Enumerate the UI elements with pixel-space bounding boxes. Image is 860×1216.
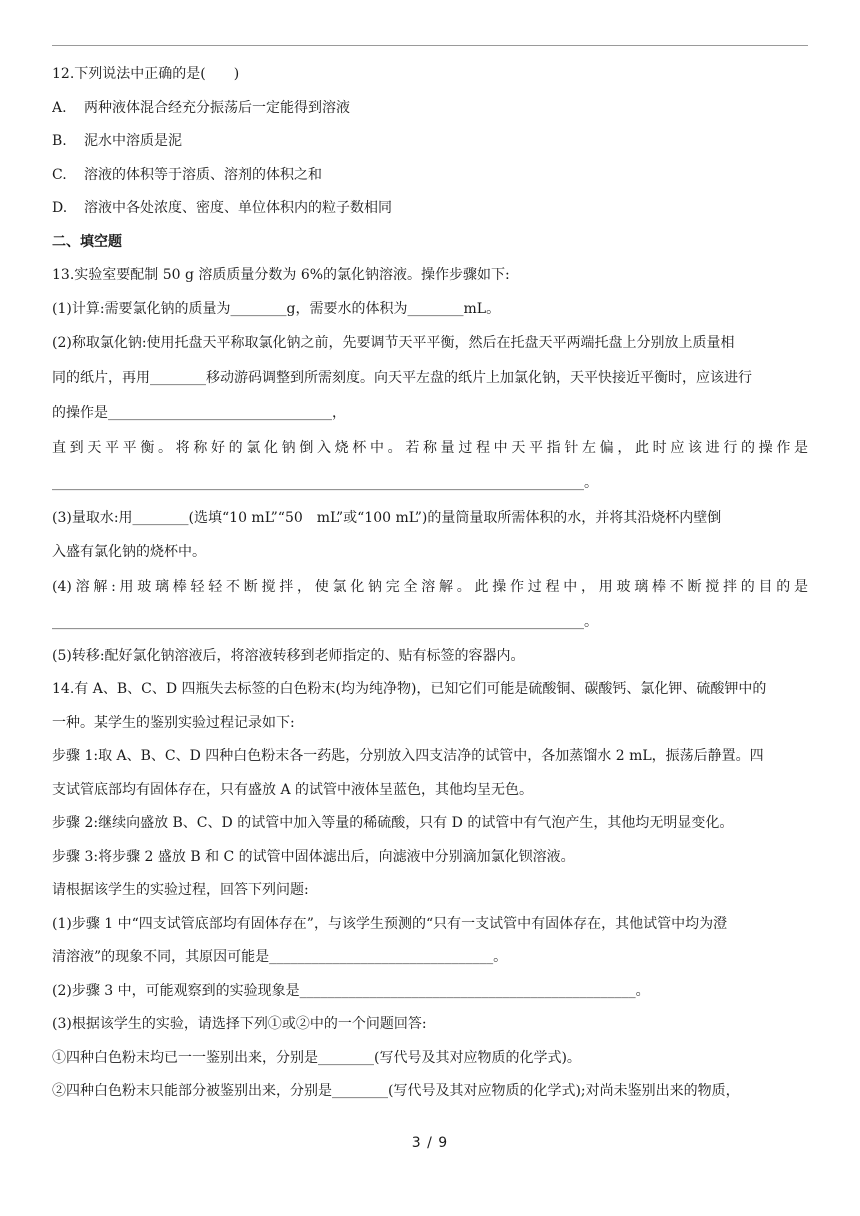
option-letter: A.: [52, 99, 67, 116]
question-13-part-2-line-2: 同的纸片，再用________移动游码调整到所需刻度。向天平左盘的纸片上加氯化钠，天平快接近平衡时，应该进行: [52, 370, 752, 386]
question-12-stem: 12.下列说法中正确的是( ): [52, 66, 240, 82]
question-12-option-c: [52, 159, 808, 193]
question-13-part-5: (5)转移:配好氯化钠溶液后，将溶液转移到老师指定的、贴有标签的容器内。: [52, 647, 525, 664]
question-12-option-b: [52, 125, 808, 159]
question-13-part-4-line-2: ____________________________________________________________________________。: [52, 613, 598, 630]
question-13-part-2-line-5: ____________________________________________________________________________。: [52, 475, 598, 491]
question-13-stem: 13.实验室要配制 50 g 溶质质量分数为 6%的氯化钠溶液。操作步骤如下:: [52, 267, 510, 283]
page-content: [52, 58, 808, 1109]
header-rule: [52, 45, 808, 46]
question-14-answer-1-line-1: (1)步骤 1 中“四支试管底部均有固体存在”，与该学生预测的“只有一支试管中有固体存在，其他试管中均为澄: [52, 915, 728, 932]
question-12-option-d: [52, 192, 808, 226]
question-13-part-3-line-2: 入盛有氯化钠的烧杯中。: [52, 544, 206, 560]
question-14-stem-line-1: 14.有 A、B、C、D 四瓶失去标签的白色粉末(均为纯净物)，已知它们可能是硫酸铜、碳酸钙、氯化钾、硫酸钾中的: [52, 681, 767, 697]
question-13-part-3-line-1: (3)量取水:用________(选填“10 mL”“50 mL”或“100 mL”)的量筒量取所需体积的水，并将其沿烧杯内壁倒: [52, 510, 722, 526]
question-13-part-2-line-1: (2)称取氯化钠:使用托盘天平称取氯化钠之前，先要调节天平平衡，然后在托盘天平两端托盘上分别放上质量相: [52, 335, 735, 351]
question-14-answer-3-option-1: ①四种白色粉末均已一一鉴别出来，分别是________(写代号及其对应物质的化学式)。: [52, 1049, 581, 1066]
question-14-answer-3-option-2: ②四种白色粉末只能部分被鉴别出来，分别是________(写代号及其对应物质的化学式);对尚未鉴别出来的物质，: [52, 1083, 740, 1099]
question-14-step-2: 步骤 2:继续向盛放 B、C、D 的试管中加入等量的稀硫酸，只有 D 的试管中有气泡产生，其他均无明显变化。: [52, 815, 734, 831]
option-text: 泥水中溶质是泥: [84, 133, 182, 149]
option-text: 两种液体混合经充分振荡后一定能得到溶液: [84, 99, 350, 116]
question-14-ask: 请根据该学生的实验过程，回答下列问题:: [52, 882, 309, 898]
question-12-option-a: [52, 92, 808, 126]
question-14-answer-1-line-2: 清溶液”的现象不同，其原因可能是________________________________。: [52, 949, 508, 965]
option-letter: D.: [52, 200, 68, 216]
option-letter: C.: [52, 166, 67, 183]
question-14-answer-2: (2)步骤 3 中，可能观察到的实验现象是________________________________________________。: [52, 982, 650, 999]
question-14-step-1-line-2: 支试管底部均有固体存在，只有盛放 A 的试管中液体呈蓝色，其他均呈无色。: [52, 781, 534, 798]
option-text: 溶液的体积等于溶质、溶剂的体积之和: [84, 166, 322, 183]
question-13-part-2-line-4: 直到天平平衡。将称好的氯化钠倒入烧杯中。若称量过程中天平指针左偏，此时应该进行的操作是: [52, 440, 808, 456]
question-14-step-1-line-1: 步骤 1:取 A、B、C、D 四种白色粉末各一药匙，分别放入四支洁净的试管中，各加蒸馏水 2 mL，振荡后静置。四: [52, 748, 764, 764]
question-14-step-3: 步骤 3:将步骤 2 盛放 B 和 C 的试管中固体滤出后，向滤液中分别滴加氯化钡溶液。: [52, 848, 575, 865]
question-14-stem-line-2: 一种。某学生的鉴别实验过程记录如下:: [52, 714, 295, 731]
page-number: 3 / 9: [411, 1135, 449, 1151]
section-title-fill-in: 二、填空题: [52, 233, 122, 250]
question-13-part-1: (1)计算:需要氯化钠的质量为________g，需要水的体积为________mL。: [52, 300, 501, 317]
question-14-answer-3: (3)根据该学生的实验，请选择下列①或②中的一个问题回答:: [52, 1016, 427, 1032]
question-13-part-4-line-1: (4)溶解:用玻璃棒轻轻不断搅拌，使氯化钠完全溶解。此操作过程中，用玻璃棒不断搅拌的目的是: [52, 578, 808, 595]
option-letter: B.: [52, 133, 67, 149]
option-text: 溶液中各处浓度、密度、单位体积内的粒子数相同: [84, 200, 392, 216]
question-13-part-2-line-3: 的操作是________________________________，: [52, 405, 346, 421]
